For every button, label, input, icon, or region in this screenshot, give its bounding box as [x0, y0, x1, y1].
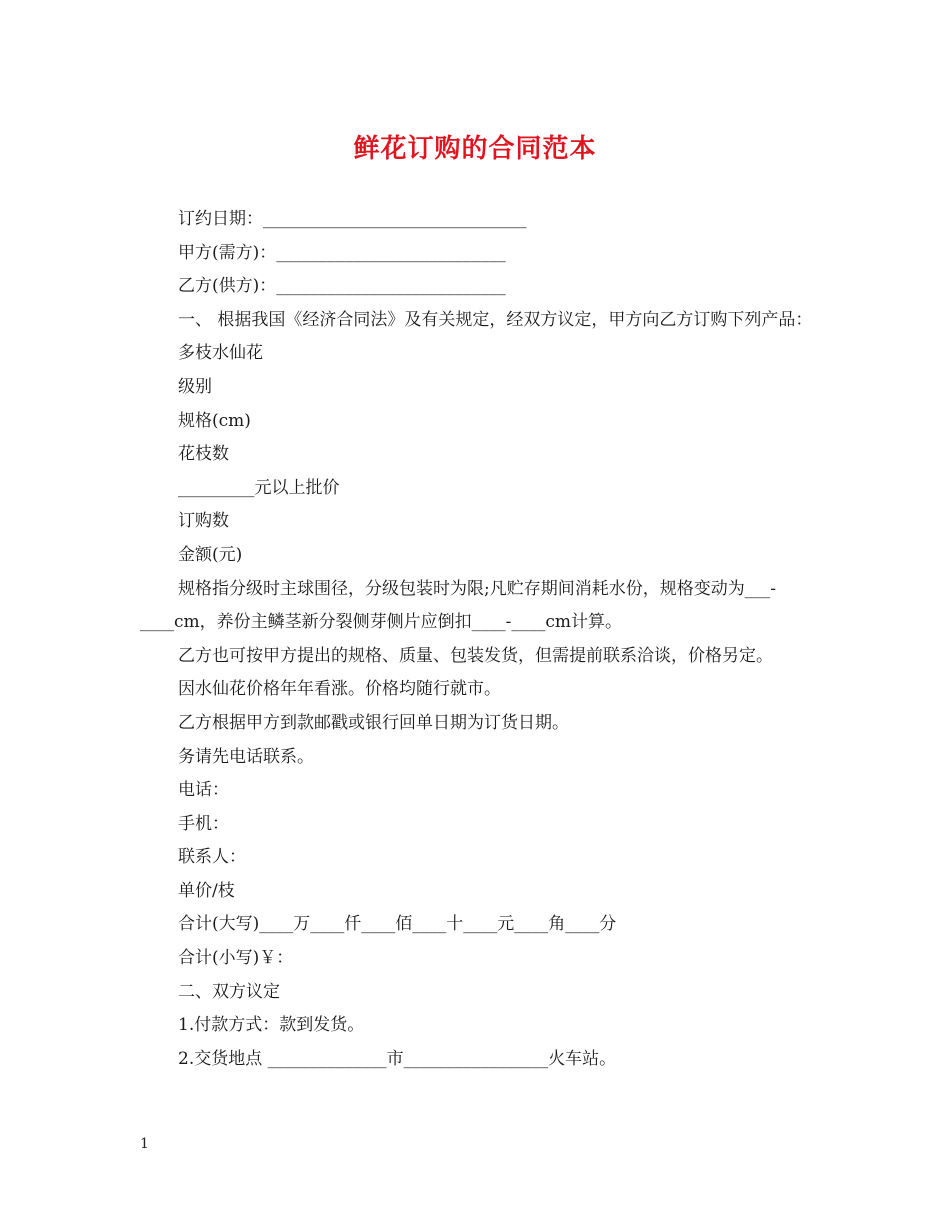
- wholesale-price-line: _________元以上批价: [178, 477, 340, 498]
- mobile-line: 手机：: [178, 813, 229, 834]
- order-date-line: 订约日期：_______________________________: [178, 209, 527, 229]
- spec-line: 规格(cm): [178, 410, 251, 431]
- phone-line: 电话：: [178, 780, 229, 801]
- product-name-line: 多枝水仙花: [178, 343, 263, 364]
- clause-one-paragraph: 一、 根据我国《经济合同法》及有关规定，经双方议定，甲方向乙方订购下列产品：: [178, 309, 813, 330]
- order-quantity-line: 订购数: [178, 511, 229, 532]
- page-number: 1: [140, 1136, 149, 1152]
- party-b-line: 乙方(供方)：___________________________: [178, 276, 506, 297]
- amount-line: 金额(元): [178, 544, 243, 565]
- contact-first-line: 务请先电话联系。: [178, 746, 314, 767]
- total-uppercase-line: 合计(大写)____万____仟____佰____十____元____角____分: [178, 914, 617, 935]
- contact-person-line: 联系人：: [178, 847, 246, 868]
- price-note-line: 因水仙花价格年年看涨。价格均随行就市。: [178, 679, 501, 700]
- unit-price-line: 单价/枝: [178, 880, 235, 901]
- total-lowercase-line: 合计(小写)￥：: [178, 948, 294, 969]
- delivery-location-line: 2.交货地点 ______________市_________________火车站。: [178, 1048, 617, 1069]
- document-body: [140, 203, 830, 1076]
- document-title: 鲜花订购的合同范本: [353, 134, 597, 164]
- custom-spec-line: 乙方也可按甲方提出的规格、质量、包装发货，但需提前联系洽谈，价格另定。: [178, 645, 773, 666]
- payment-method-line: 1.付款方式：款到发货。: [178, 1015, 365, 1036]
- stem-count-line: 花枝数: [178, 444, 229, 465]
- clause-two-heading: 二、双方议定: [178, 981, 280, 1002]
- spec-note-paragraph: 规格指分级时主球围径，分级包装时为限;凡贮存期间消耗水份，规格变动为___-____cm，养份主鳞茎新分裂侧芽侧片应倒扣____-____cm计算。: [140, 578, 776, 633]
- order-date-rule-line: 乙方根据甲方到款邮戳或银行回单日期为订货日期。: [178, 712, 569, 733]
- party-a-line: 甲方(需方)：___________________________: [178, 242, 506, 263]
- grade-line: 级别: [178, 376, 212, 397]
